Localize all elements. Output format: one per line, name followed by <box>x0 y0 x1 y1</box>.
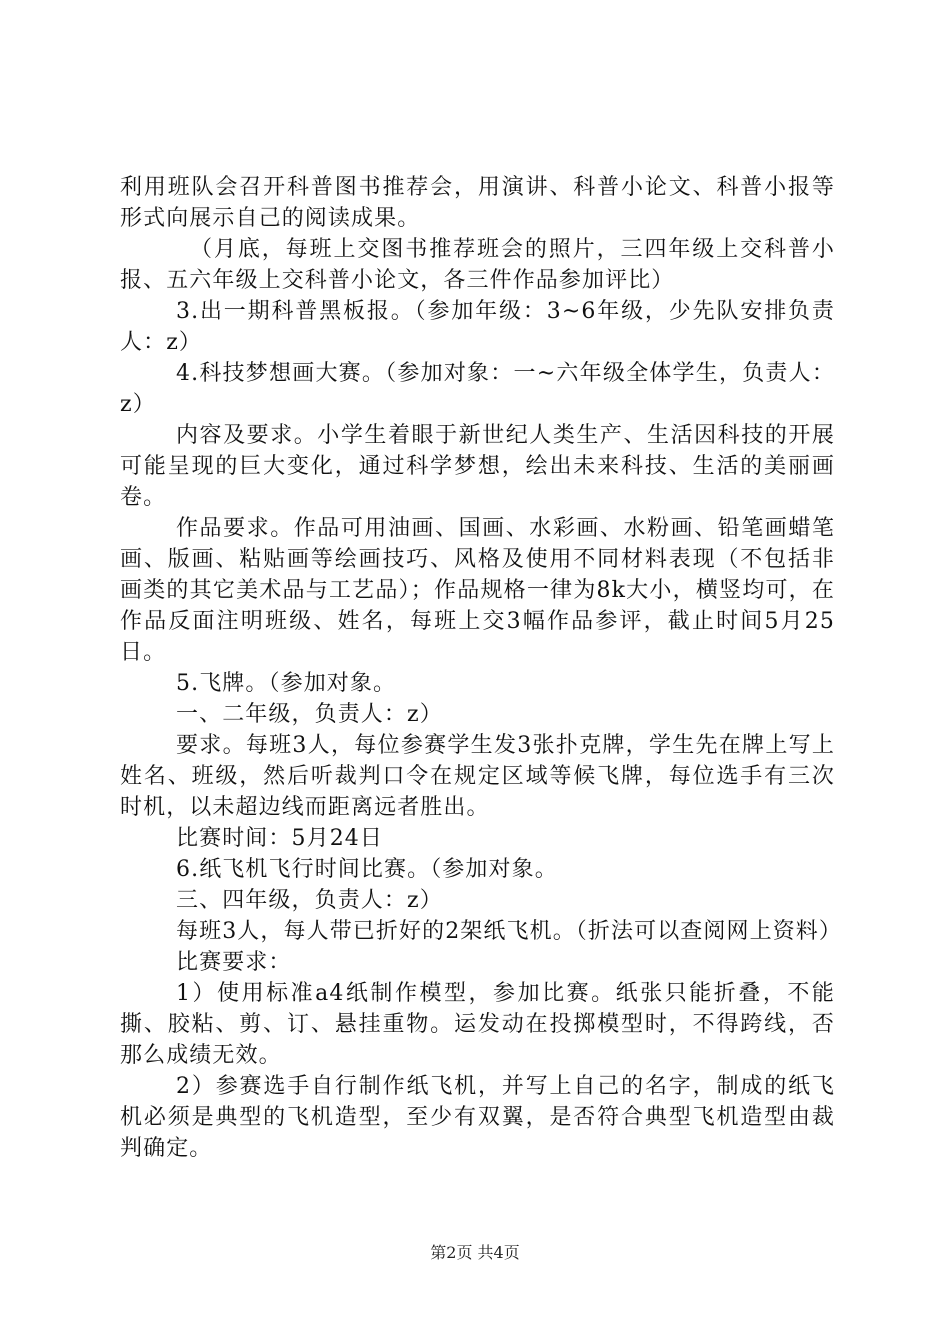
paragraph-card-rules: 要求。每班3人，每位参赛学生发3张扑克牌，学生先在牌上写上姓名、班级，然后听裁判口令在规定区域等候飞牌，每位选手有三次时机，以未超边线而距离远者胜出。 <box>120 733 835 820</box>
paragraph-item-6-paper-plane: 6.纸飞机飞行时间比赛。（参加对象。 <box>176 857 558 882</box>
paragraph-competition-date: 比赛时间：5月24日 <box>176 826 383 851</box>
paragraph-month-end-note: （月底，每班上交图书推荐班会的照片，三四年级上交科普小报、五六年级上交科普小论文，各三件作品参加评比） <box>120 237 835 293</box>
paragraph-work-requirements: 作品要求。作品可用油画、国画、水彩画、水粉画、铅笔画蜡笔画、版画、粘贴画等绘画技巧、风格及使用不同材料表现（不包括非画类的其它美术品与工艺品）；作品规格一律为8k大小，横竖均可，在作品反面注明班级、姓名，每班上交3幅作品参评，截止时间5月25日。 <box>120 516 835 665</box>
paragraph-content-requirements: 内容及要求。小学生着眼于新世纪人类生产、生活因科技的开展可能呈现的巨大变化，通过科学梦想，绘出未来科技、生活的美丽画卷。 <box>120 423 835 510</box>
paragraph-rule-1: 1）使用标准a4纸制作模型，参加比赛。纸张只能折叠，不能撕、胶粘、剪、订、悬挂重物。运发动在投掷模型时，不得跨线，否那么成绩无效。 <box>120 981 835 1068</box>
paragraph-rule-2: 2）参赛选手自行制作纸飞机，并写上自己的名字，制成的纸飞机必须是典型的飞机造型，至少有双翼，是否符合典型飞机造型由裁判确定。 <box>120 1074 835 1161</box>
paragraph-rules-heading: 比赛要求： <box>176 950 292 975</box>
paragraph-grades-1-2: 一、二年级，负责人：z） <box>176 702 443 727</box>
page-number-footer: 第2页 共4页 <box>430 1243 520 1262</box>
paragraph-grades-3-4: 三、四年级，负责人：z） <box>176 888 443 913</box>
paragraph-item-3-blackboard: 3.出一期科普黑板报。（参加年级：3~6年级，少先队安排负责人：z） <box>120 299 835 355</box>
document-body <box>120 172 842 1164</box>
paragraph-plane-team: 每班3人，每人带已折好的2架纸飞机。（折法可以查阅网上资料） <box>176 919 842 944</box>
paragraph-item-5-card-flying: 5.飞牌。（参加对象。 <box>176 671 397 696</box>
paragraph-reading-results: 利用班队会召开科普图书推荐会，用演讲、科普小论文、科普小报等形式向展示自己的阅读成果。 <box>120 175 835 231</box>
paragraph-item-4-drawing-contest: 4.科技梦想画大赛。（参加对象：一~六年级全体学生，负责人：z） <box>120 361 835 417</box>
